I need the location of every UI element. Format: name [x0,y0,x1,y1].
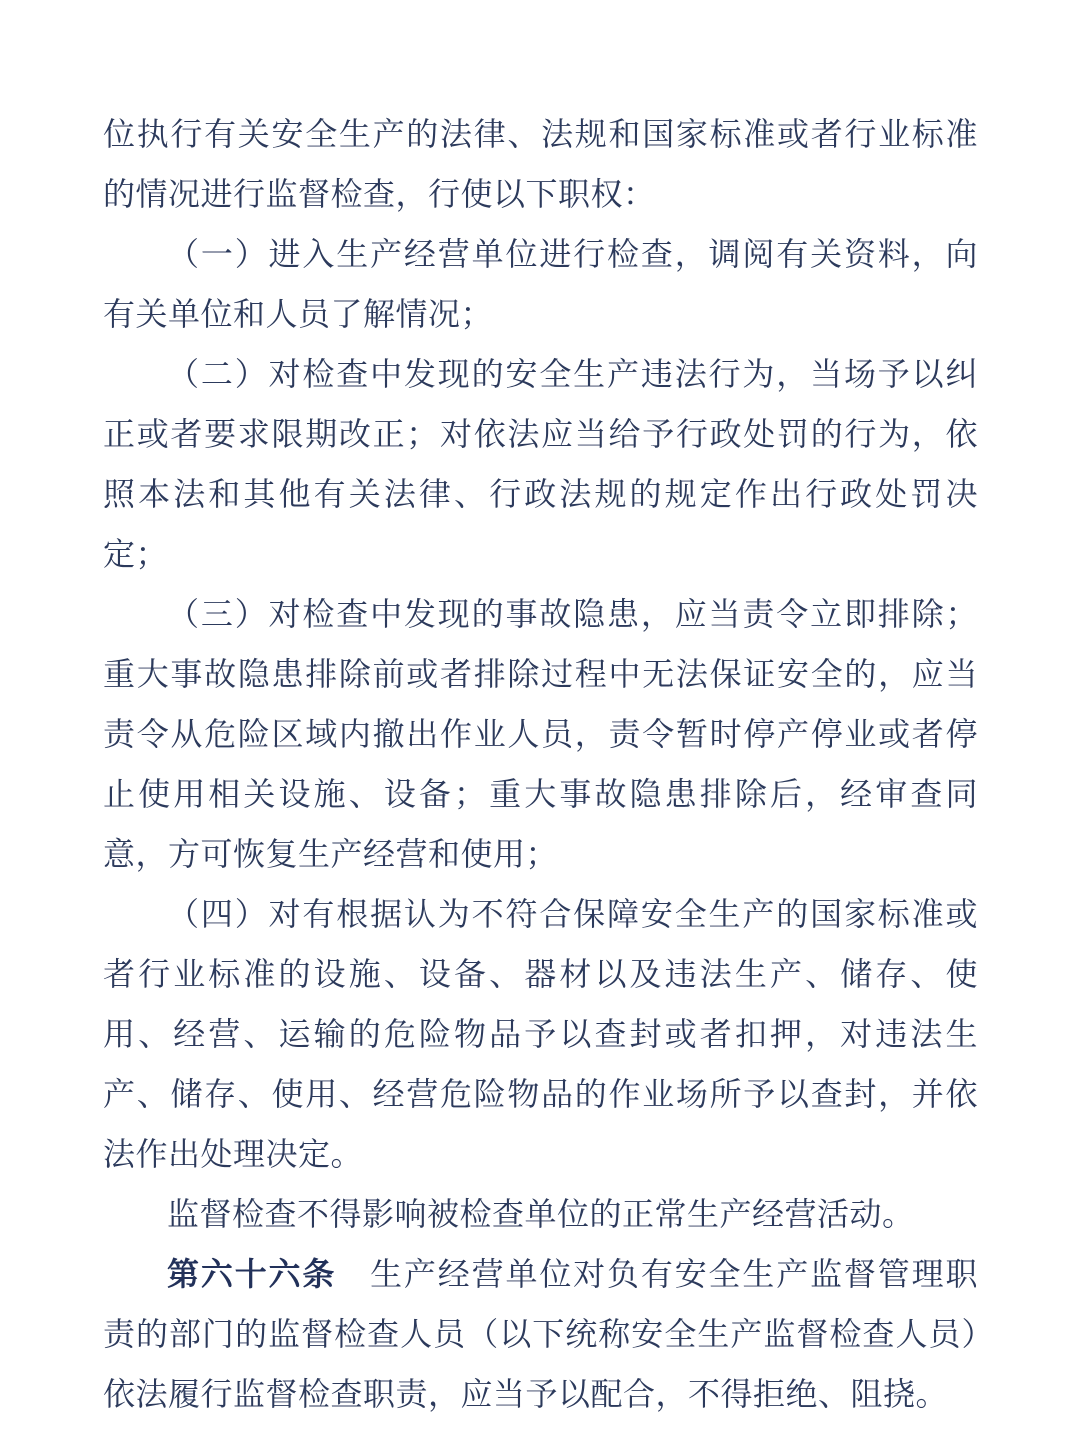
law-paragraph-item-3: （三）对检查中发现的事故隐患，应当责令立即排除；重大事故隐患排除前或者排除过程中无法保证安全的，应当责令从危险区域内撤出作业人员，责令暂时停产停业或者停止使用相关设施、设备；重大事故隐患排除后，经审查同意，方可恢复生产经营和使用； [103,595,978,873]
article-number: 第六十六条 [167,1255,337,1293]
article-body-text: 生产经营单位对负有安全生产监督管理职责的部门的监督检查人员（以下统称安全生产监督检查人员）依法履行监督检查职责，应当予以配合，不得拒绝、阻挠。 [103,1255,978,1413]
law-paragraph-item-4: （四）对有根据认为不符合保障安全生产的国家标准或者行业标准的设施、设备、器材以及违法生产、储存、使用、经营、运输的危险物品予以查封或者扣押，对违法生产、储存、使用、经营危险物品的作业场所予以查封，并依法作出处理决定。 [103,895,978,1173]
law-paragraph-continuation: 位执行有关安全生产的法律、法规和国家标准或者行业标准的情况进行监督检查，行使以下职权： [103,115,978,213]
law-paragraph-article-66 [103,1244,978,1424]
law-paragraph-item-1: （一）进入生产经营单位进行检查，调阅有关资料，向有关单位和人员了解情况； [103,235,978,333]
law-paragraph-supervision-note: 监督检查不得影响被检查单位的正常生产经营活动。 [167,1195,915,1233]
law-paragraph-item-2: （二）对检查中发现的安全生产违法行为，当场予以纠正或者要求限期改正；对依法应当给予行政处罚的行为，依照本法和其他有关法律、行政法规的规定作出行政处罚决定； [103,355,978,573]
